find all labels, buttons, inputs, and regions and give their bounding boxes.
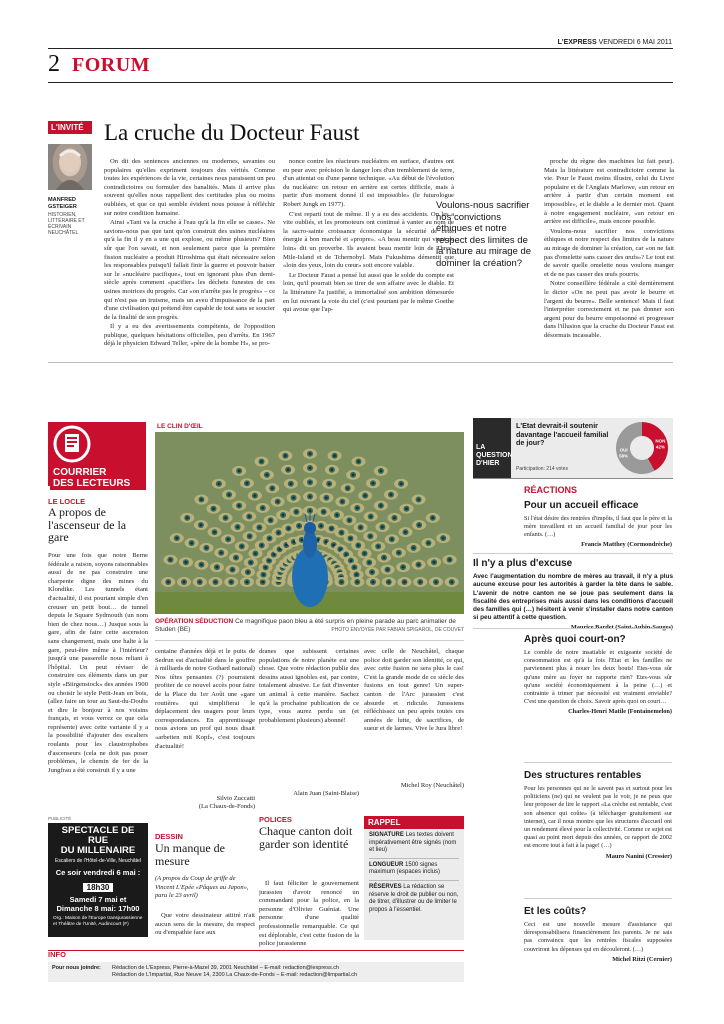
invite-tag: L'INVITÉ — [48, 121, 92, 134]
feather-eye-pupil — [224, 517, 227, 520]
feather-eye-pupil — [295, 511, 298, 514]
feather-eye-pupil — [261, 581, 264, 584]
pie-label: NON — [655, 438, 666, 444]
reaction-5 — [524, 906, 672, 963]
feather-eye-pupil — [200, 498, 203, 501]
feather-eye-pupil — [352, 474, 355, 477]
rappel-item: RÉSERVES La rédaction se réserve le droit de publier ou non, de titrer, d'illustrer ou de limiter le propos à l'essentiel. — [369, 883, 459, 913]
locle-body: Pour une fois que notre Berne fédérale a raison, soyons raisonnables aussi de ne pas construire une charpente digne des mines du Klondike. Les tunnels étant d'actualité, il est pourtant simple d'en creuser un petit bout… de tunnel depuis le Square Sydmouth (un nom bien de chez nous…) Jusque sous la gare, afin de faire cette ascension sans changement, mais une halte à la gare, peut-être même à l'intérieur? jusqu'à une passerelle nous reliant à l'hôpital. Un peut réviser de construire ces éléments dans un pur style «Biirgenstock» des années 1900 ou choisir le style Petit-Jean en bois, (allez faire un tour au Saut-du-Doubs et dire le bonjour à nos voisins français, et vous verrez ce que cela représente) avec cette variante il y a la possibilité d'ajouter des escaliers roulants pour les claustrophobes d'ascenseurs (cela ne doit pas poser problèmes, le chemin de fer de la Jungfrau a été construit il y a une — [48, 552, 148, 774]
feather-eye-pupil — [290, 482, 293, 485]
feather-eye-pupil — [277, 531, 280, 534]
feather-eye-pupil — [398, 551, 401, 554]
vote-pie — [614, 420, 670, 476]
polices-signature: Michel Roy (Neuchâtel) — [400, 782, 464, 789]
pub-tag: PUBLICITÉ — [48, 816, 72, 821]
feather-eye-pupil — [254, 552, 257, 555]
feather-eye-pupil — [369, 515, 372, 518]
feather-eye-pupil — [227, 538, 230, 541]
masthead — [558, 39, 672, 46]
feather-eye-pupil — [387, 581, 390, 584]
peacock-image — [155, 432, 464, 614]
polices-title: Chaque canton doit garder son identité — [259, 824, 353, 851]
feather-eye-pupil — [214, 581, 217, 584]
section-title: FORUM — [72, 54, 151, 76]
polices-body: Il faut féliciter le gouvernement jurassien d'avoir renoncé un commandant pour la police, en la personne d'Olivier Guéniat. Une personne d'une qualité professionnelle remarquable. Ce qui est déplorable, c'est cette fusion de la police jurassienne — [259, 880, 359, 948]
feather-eye-pupil — [231, 568, 234, 571]
feather-eye-pupil — [200, 524, 203, 527]
feather-eye-pupil — [404, 531, 407, 534]
pub-title-2: DU MILLENAIRE — [60, 845, 136, 856]
feather-eye-pupil — [355, 573, 358, 576]
reaction-title: Et les coûts? — [524, 906, 587, 917]
feather-eye-pupil — [325, 541, 328, 544]
feather-eye-pupil — [249, 561, 252, 564]
feather-eye-pupil — [246, 482, 249, 485]
feather-eye-pupil — [285, 544, 288, 547]
rappel-item: SIGNATURE Les textes doivent impérativement être signés (nom et lieu) — [369, 832, 457, 854]
locle-continued: centaine d'années déjà et le puits de Sedrun est d'actualité dans le gouffre à milliards de notre Gothard national) Nos têtes pensantes (?) pourraient profiter de ce nouvel accès pour faire de la Place du 1er Août une «gare routière» qui simplifierai le déplacement des usagers pour leurs correspondances. En apprentissage nous avions un prof qui nous disait «arbeiten mit Kopf», c'est toujours d'actualité! — [155, 648, 255, 750]
rappel-box — [364, 816, 464, 940]
feather-eye-pupil — [325, 496, 328, 499]
rappel-item: LONGUEUR 1500 signes maximum (espaces inclus) — [369, 861, 441, 876]
reaction-3 — [524, 634, 672, 715]
article-title: La cruche du Docteur Faust — [104, 120, 360, 145]
feather-eye-pupil — [261, 507, 264, 510]
feather-eye-pupil — [431, 517, 434, 520]
reaction-signature: Francis Matthey (Cormondrèche) — [581, 540, 672, 548]
reaction-signature: Mauro Nanini (Cressier) — [605, 852, 672, 860]
dessin-body: Que votre dessinateur attitré n'ait aucun sens de la mesure, du respect ou d'empathie face aux — [155, 912, 255, 937]
feather-eye-pupil — [235, 556, 238, 559]
feather-eye-pupil — [212, 507, 215, 510]
feather-eye-pupil — [340, 531, 343, 534]
feather-eye-pupil — [254, 494, 257, 497]
peacock-neck — [303, 530, 317, 558]
reaction-title: Il n'y a plus d'excuse — [473, 558, 573, 569]
feather-eye-pupil — [348, 519, 351, 522]
pie-chart — [614, 420, 670, 476]
paper-name: L'EXPRESS — [557, 39, 597, 46]
question-text: L'Etat devrait-il soutenir davantage l'accueil familial de jour? — [516, 421, 609, 447]
feather-eye-pupil — [442, 537, 445, 540]
feather-eye-pupil — [268, 537, 271, 540]
feather-eye-pupil — [268, 559, 271, 562]
feather-eye-pupil — [228, 493, 231, 496]
feather-eye-pupil — [185, 561, 188, 564]
feather-eye-pupil — [320, 525, 323, 528]
pie-value-label: 42% — [655, 444, 665, 450]
feather-eye-pupil — [418, 524, 421, 527]
feather-eye-pupil — [372, 482, 375, 485]
pie-label: OUI — [619, 447, 628, 453]
feather-eye-pupil — [236, 526, 239, 529]
info-label: Pour nous joindre: — [52, 965, 101, 971]
feather-eye-pupil — [241, 545, 244, 548]
feather-eye-pupil — [276, 500, 279, 503]
feather-eye-pupil — [322, 511, 325, 514]
feather-eye-pupil — [417, 498, 420, 501]
feather-eye-pupil — [213, 531, 216, 534]
feather-eye-pupil — [293, 541, 296, 544]
polices-kicker: POLICES — [259, 815, 292, 824]
feather-eye-pupil — [357, 460, 360, 463]
photo-caption: OPÉRATION SÉDUCTION Ce magnifique paon bleu a été surpris en pleine parade au parc animalier de Studen (BE) PHOTO ENVOYÉE PAR FABIAN SPIGAROL, DE COUVET — [155, 618, 464, 633]
feather-eye-pupil — [380, 504, 383, 507]
reaction-4 — [524, 770, 672, 860]
reaction-body: Ceci est une nouvelle mesure d'assistance qui déresponsabilisera financièrement les parents. Je ne sais pas convaincu que les rentrées fiscales supposées couvriront les dépenses qui en découleront. (…) — [524, 921, 672, 953]
feather-eye-pupil — [336, 514, 339, 517]
pub-time-1: 18h30 — [83, 883, 114, 892]
feather-eye-pupil — [333, 454, 336, 457]
pub-line-3: Dimanche 8 mai: 17h00 — [56, 904, 140, 913]
feather-eye-pupil — [380, 470, 383, 473]
feather-eye-pupil — [359, 526, 362, 529]
feather-eye-pupil — [309, 509, 312, 512]
feather-eye-pupil — [309, 452, 312, 455]
reactions-title: RÉACTIONS — [524, 485, 578, 495]
locle-kicker: LE LOCLE — [48, 497, 86, 506]
reaction-title: Après quoi court-on? — [524, 634, 626, 645]
pub-line-1: Ce soir vendredi 6 mai : — [55, 868, 141, 877]
feather-eye-pupil — [175, 537, 178, 540]
feather-eye-pupil — [391, 538, 394, 541]
feather-eye-pupil — [400, 482, 403, 485]
feather-eye-pupil — [368, 561, 371, 564]
feather-eye-pupil — [247, 571, 250, 574]
courrier-title: COURRIER DES LECTEURS — [50, 466, 146, 490]
rappel-title: RAPPEL — [364, 816, 464, 829]
portrait-icon — [48, 144, 92, 190]
feather-eye-pupil — [260, 460, 263, 463]
feather-eye-pupil — [356, 581, 359, 584]
feather-eye-pupil — [216, 566, 219, 569]
feather-eye-pupil — [402, 566, 405, 569]
info-block — [48, 962, 464, 982]
feather-eye-pupil — [450, 581, 453, 584]
feather-eye-pupil — [264, 566, 267, 569]
feather-eye-pupil — [331, 468, 334, 471]
feather-eye-pupil — [448, 558, 451, 561]
feather-eye-pupil — [328, 482, 331, 485]
invite-col3: proche du règne des machines lui fait peur). Mais la littérature est contradictoire comme la vie. Pour le Faust moins illustre, celui du Livre populaire et de l'Anglais Marlowe, «un retour en arrière à partir d'un certain moment est impossible», et le diable a le dernier mot. Quant à notre engagement nucléaire, «un retour en arrière est difficile», mais encore possible. Voulons-nous sacrifier nos convictions éthiques et notre respect des limites de la nature au mirage de dominer la création, car «on ne fait pas d'omelette sans casser des œufs»? Le tout est de savoir quelle omelette nous voulons manger et de ne pas casser des œufs pourris. Notre conseillère fédérale a cité dernièrement le dictor «On ne peut pas avoir le beurre et l'argent du beurre». Belle sentence! Mais il faut l'interpréter correctement et ne pas donner son argent pour du beurre empoisonné et progresser dans l'illusion que la cruche du Docteur Faust est désormais incassable. — [544, 158, 674, 339]
feather-eye-pupil — [287, 527, 290, 530]
question-participation: Participation: 214 votes — [516, 466, 568, 472]
feather-eye-pupil — [412, 547, 415, 550]
reaction-body: Le comble de notre insatiable et exigeante société de consommation est qu'à la fois l'Etat et les familles ne parviennent plus à nouer les deux bouts! Etes-vous sûr qu'une mère au foyer ne rapporte rien? Etes-vous sûr qu'une société économiquement à la peine (…) et contrainte à trimer par nécessité est vraiment enviable? C'est une question de choix. Savoir après quoi on court… — [524, 649, 672, 706]
feather-eye-pupil — [271, 487, 274, 490]
feather-eye-pupil — [238, 470, 241, 473]
feather-eye-pupil — [346, 487, 349, 490]
dessin-continued: dranes que subissent certaines populations de notre planète est une chose. Que votre rédaction publie des dessins aussi ignobles est, par contre, totalement abusive. Le fait d'inventer un animal à cette manière. Sachez qu'à la prochaine publication de ce type, vous aurez perdu un (et probablement plusieurs) abonné! — [259, 648, 359, 724]
feather-eye-pupil — [330, 527, 333, 530]
invite-col1: On dit des sentences anciennes ou modernes, savantes ou populaires qu'elles expriment toujours des vérités. Comme toutes les expériences de la vie, certaines nous paraissent un peu contradictoires ou formuler des banalités. Mais il arrive plus souvent qu'elles nous rappellent des certitudes plus ou moins oubliées, et que ce qui semble évident nous pousse à réfléchir sur notre condition humaine. Ainsi «Tant va la cruche à l'eau qu'à la fin elle se casse». Ne savions-nous pas que tant qu'on construit des usines nucléaires qu'à la fin il y en a une qui explose, ou même plusieurs? Bien sûr que l'on savait, et non seulement parce que la première fission nucléaire a produit Hiroshima qui était nécessaire selon les responsables puisqu'il fallait finir la guerre et pouvoir baiser sur le «nucléaire pacifique», tout en ignorant plus d'un demi-siècle après comment «pacifier» les déchets funestes de ces usines motrices du progrès. Car «on n'arrête pas le progrès» – ce qui n'est pas un truisme, mais un aveu d'impuissance de la part d'une civilisation qui prétend être capable de tout sans se soucier de la finalité de son progrès. Il y a eu des avertissements compétents, de l'opposition publique, quelques hésitations officielles, peu d'arrêts. En 1967 déjà le physicien Edward Teller, «père de la bombe H», se pro- — [104, 158, 275, 348]
pub-line-2: Samedi 7 mai et — [69, 895, 127, 904]
feather-eye-pupil — [200, 563, 203, 566]
pub-subtitle: Escaliers de l'Hôtel-de-Ville, Neuchâtel — [55, 858, 141, 864]
feather-eye-pupil — [278, 548, 281, 551]
reaction-title: Pour un accueil efficace — [524, 500, 639, 511]
peacock-head — [304, 522, 316, 534]
reaction-body: Pour les personnes qui ne le savent pas et surtout pour les politiciens (ne) qui ne veulent pas le voir, je ne peux que leur proposer de lire le rapport «La crèche est rentable, c'est son absence qui coûte» (à télécharger gratuitement sur internet), car il nous montre que les structures d'accueil ont un rendement élevé pour la collectivité. Comme ce sujet est quasi au point mort depuis des années, ce rapport de 2002 est encore tout à fait à la page! (…) — [524, 785, 672, 850]
feather-eye-pupil — [393, 517, 396, 520]
feather-eye-pupil — [287, 468, 290, 471]
feather-eye-pupil — [292, 496, 295, 499]
feather-eye-pupil — [300, 539, 303, 542]
peacock-photo — [155, 432, 464, 614]
feather-eye-pupil — [248, 515, 251, 518]
feather-eye-pupil — [298, 525, 301, 528]
reaction-body: Avec l'augmentation du nombre de mères au travail, il n'y a plus aucune excuse pour les autorités à garder la tête dans le sable. L'avenir de notre canton ne se joue pas seulement dans la fiscalité des entreprises mais aussi dans les conditions d'accueil des familles qui (…) hésitent à venir s'installer dans notre canton si peu attentif à cette question. — [473, 573, 673, 622]
reaction-signature: Charles-Henri Matile (Fontainemelon) — [568, 708, 672, 716]
feather-eye-pupil — [427, 542, 430, 545]
courrier-logo-icon — [52, 424, 92, 464]
pie-value-label: 58% — [619, 453, 629, 459]
feather-eye-pupil — [269, 519, 272, 522]
dessin-kicker: DESSIN — [155, 832, 183, 841]
feather-eye-pupil — [317, 539, 320, 542]
feather-eye-pupil — [218, 482, 221, 485]
feather-eye-pupil — [169, 558, 172, 561]
feather-eye-pupil — [381, 526, 384, 529]
pub-title-1: SPECTACLE DE RUE — [61, 825, 135, 846]
info-tag: INFO — [48, 950, 66, 959]
feather-eye-pupil — [383, 556, 386, 559]
author-role: HISTORIEN, LITTÉRAIRE ET ÉCRIVAIN NEUCHÂTEL — [48, 212, 85, 236]
feather-eye-pupil — [309, 495, 312, 498]
feather-eye-pupil — [339, 548, 342, 551]
page-number: 2 — [48, 51, 60, 77]
feather-eye-pupil — [357, 544, 360, 547]
pub-org: Org.: Maison de l'Europe transjurassienne et Théâtre de l'Unité, Audincourt (F) — [53, 916, 143, 927]
polices-continued: avec celle de Neuchâtel, chaque police doit garder son identité, ce qui, avec cette fusion ne sera plus le cas! C'est la grande mode de ce siècle des fusions en tout genre! Un super-canton de l'Arc jurassien c'est absurde et ridicule. Jurassiens réfléchissez un peu après toutes ces années de lutte, de sacrifices, de sueur et de larmes. Vive le Jura libre! — [364, 648, 464, 733]
reaction-title: Des structures rentables — [524, 770, 642, 781]
feather-eye-pupil — [369, 535, 372, 538]
reaction-2 — [473, 558, 673, 631]
feather-eye-pupil — [273, 553, 276, 556]
feather-eye-pupil — [341, 500, 344, 503]
dessin-intro: (A propos du Coup de griffe de Vincent L'Epée «Pâques au Japon», paru le 23 avril) — [155, 875, 249, 900]
feather-eye-pupil — [246, 581, 249, 584]
feather-eye-pupil — [349, 537, 352, 540]
feather-eye-pupil — [364, 494, 367, 497]
feather-eye-pupil — [433, 561, 436, 564]
feather-eye-pupil — [353, 566, 356, 569]
feather-eye-pupil — [186, 517, 189, 520]
reaction-signature: Michel Ritzi (Cernier) — [612, 955, 672, 963]
pullquote: Voulons-nous sacrifier nos convictions éthiques et notre respect des limites de la nature au mirage de dominer la création? — [436, 200, 532, 269]
dessin-signature: Alain Juan (Saint-Blaise) — [293, 790, 359, 797]
author-name: MANFRED GSTEIGER — [48, 197, 77, 210]
feather-eye-pupil — [284, 454, 287, 457]
feather-eye-pupil — [258, 526, 261, 529]
feather-eye-pupil — [372, 581, 375, 584]
feather-eye-pupil — [260, 544, 263, 547]
locle-signature: Silvio Zuccatti (La Chaux-de-Fonds) — [198, 795, 255, 810]
invite-col2: nonce contre les réacteurs nucléaires en surface, d'autres ont eu peur avec précision le danger lors d'un tremblement de terre, d'un attentat ou d'une panne technique. «Au début de l'évolution du nucléaire: un retour en arrière est certes difficile, mais à partir d'un moment donné il est impossible» (le futurologue Robert Jungk en 1977). C'est reparti tout de même. Il y a eu des accidents. On les a vite oubliés, et les promoteurs ont continué à vanter au nom de la sacro-sainte croissance économique la sécurité de cette énergie à bon marché et «propre». «A beau mentir qui vient de loin» dit un proverbe. Ils avaient beau mentir loin de Three-Mile-Island et de Tchernobyl. Mais Fukushima démentit que «loin des yeux, loin du cœur» soit encore valable. Le Docteur Faust a pensé lui aussi que le solde du compte est loin, qu'il pourrait bien se tirer de son affaire avec le diable. Et la littérature l'a justifié, a immortalisé son ambition démesurée en lui ouvrant la voie du ciel (c'est pourtant par le même Goethe qui avoue que l'ap- — [283, 158, 454, 314]
clin-tag: LE CLIN D'ŒIL — [157, 423, 203, 430]
author-photo — [48, 144, 92, 190]
feather-eye-pupil — [340, 581, 343, 584]
feather-eye-pupil — [198, 581, 201, 584]
info-line-1: Rédaction de L'Express, Pierre-à-Mazel 39, 2001 Neuchâtel – E-mail: redaction@lexpress.ch — [112, 965, 340, 971]
feather-eye-pupil — [167, 581, 170, 584]
feather-eye-pupil — [309, 467, 312, 470]
info-line-2: Rédaction de L'Impartial, Rue Neuve 14, 2300 La Chaux-de-Fonds – E-mail: redaction@limpartial.ch — [112, 972, 358, 978]
pub-box — [48, 823, 148, 937]
feather-eye-pupil — [417, 563, 420, 566]
question-tag: LA QUESTION D'HIER — [473, 418, 511, 478]
feather-eye-pupil — [183, 581, 186, 584]
feather-eye-pupil — [266, 474, 269, 477]
feather-eye-pupil — [435, 581, 438, 584]
feather-eye-pupil — [345, 553, 348, 556]
feather-eye-pupil — [205, 547, 208, 550]
feather-eye-pupil — [371, 571, 374, 574]
locle-title: A propos de l'ascenseur de la gare — [48, 505, 127, 544]
feather-eye-pupil — [220, 551, 223, 554]
feather-eye-pupil — [248, 535, 251, 538]
feather-eye-pupil — [356, 507, 359, 510]
feather-eye-pupil — [405, 507, 408, 510]
feather-eye-pupil — [377, 545, 380, 548]
feather-eye-pupil — [309, 481, 312, 484]
feather-eye-pupil — [350, 559, 353, 562]
feather-eye-pupil — [262, 573, 265, 576]
reaction-1 — [524, 500, 672, 548]
dessin-title: Un manque de mesure — [155, 841, 225, 868]
feather-eye-pupil — [390, 493, 393, 496]
feather-eye-pupil — [386, 568, 389, 571]
reaction-body: Si l'état désire des rentrées d'impôts, il faut que le père et la mère travaillent et un accueil familial de jour pour les enfants. (…) — [524, 515, 672, 539]
feather-eye-pupil — [363, 552, 366, 555]
feather-eye-pupil — [238, 504, 241, 507]
feather-eye-pupil — [332, 544, 335, 547]
feather-eye-pupil — [190, 542, 193, 545]
feather-eye-pupil — [230, 581, 233, 584]
header-date: VENDREDI 6 MAI 2011 — [598, 39, 672, 46]
feather-eye-pupil — [419, 581, 422, 584]
feather-eye-pupil — [282, 514, 285, 517]
feather-eye-pupil — [403, 581, 406, 584]
